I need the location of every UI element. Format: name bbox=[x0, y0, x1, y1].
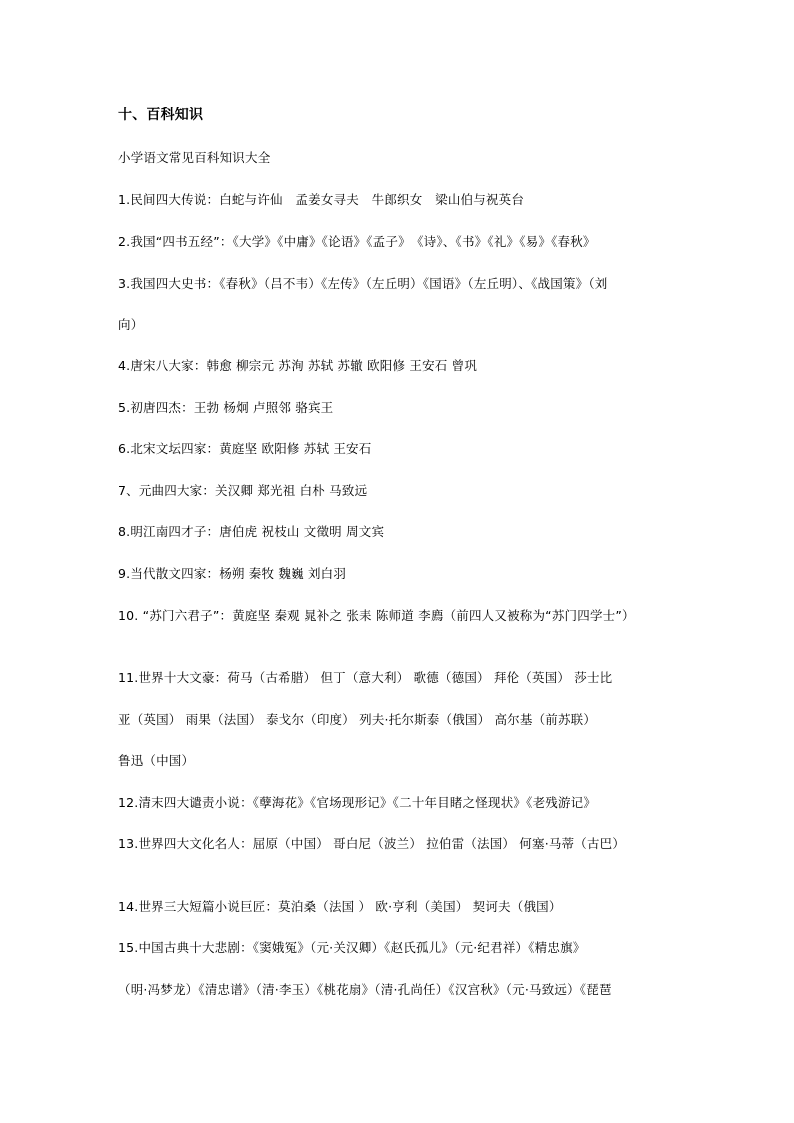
list-item-continuation: 亚（英国） 雨果（法国） 泰戈尔（印度） 列夫·托尔斯泰（俄国） 高尔基（前苏联） bbox=[118, 712, 597, 727]
list-item: 4.唐宋八大家：韩愈 柳宗元 苏洵 苏轼 苏辙 欧阳修 王安石 曾巩 bbox=[118, 358, 478, 373]
list-item: 11.世界十大文豪：荷马（古希腊） 但丁（意大利） 歌德（德国） 拜伦（英国） 莎士比 bbox=[118, 670, 613, 685]
list-item: 13.世界四大文化名人：屈原（中国） 哥白尼（波兰） 拉伯雷（法国） 何塞·马蒂（古巴） bbox=[118, 836, 626, 851]
list-item: 15.中国古典十大悲剧：《窦娥冤》（元·关汉卿）《赵氏孤儿》（元·纪君祥）《精忠旗》 bbox=[118, 940, 586, 955]
list-item: 1.民间四大传说：白蛇与许仙 孟姜女寻夫 牛郎织女 梁山伯与祝英台 bbox=[118, 192, 525, 207]
list-item-continuation: （明·冯梦龙）《清忠谱》（清·李玉）《桃花扇》（清·孔尚任）《汉宫秋》（元·马致远）《琵琶 bbox=[118, 982, 612, 997]
list-item: 3.我国四大史书：《春秋》（吕不韦）《左传》（左丘明）《国语》（左丘明）、《战国策》（刘 bbox=[118, 276, 608, 291]
list-item-continuation: 向） bbox=[118, 317, 144, 332]
subtitle: 小学语文常见百科知识大全 bbox=[118, 150, 271, 165]
list-item: 6.北宋文坛四家：黄庭坚 欧阳修 苏轼 王安石 bbox=[118, 441, 372, 456]
list-item: 5.初唐四杰：王勃 杨炯 卢照邻 骆宾王 bbox=[118, 400, 334, 415]
list-item: 9.当代散文四家：杨朔 秦牧 魏巍 刘白羽 bbox=[118, 566, 347, 581]
list-item: 8.明江南四才子：唐伯虎 祝枝山 文徵明 周文宾 bbox=[118, 524, 385, 539]
list-item-continuation: 鲁迅（中国） bbox=[118, 753, 195, 768]
list-item: 10. “苏门六君子”：黄庭坚 秦观 晁补之 张耒 陈师道 李廌（前四人又被称为“苏门四学士”） bbox=[118, 608, 635, 623]
list-item: 14.世界三大短篇小说巨匠：莫泊桑（法国 ） 欧·亨利（美国） 契诃夫（俄国） bbox=[118, 899, 562, 914]
list-item: 12.清末四大谴责小说：《孽海花》《官场现形记》《二十年目睹之怪现状》《老残游记》 bbox=[118, 795, 597, 810]
list-item: 7、元曲四大家：关汉卿 郑光祖 白朴 马致远 bbox=[118, 483, 368, 498]
section-title: 十、百科知识 bbox=[118, 107, 204, 123]
list-item: 2.我国“四书五经”：《大学》《中庸》《论语》《孟子》 《诗》、《书》《礼》《易》《春秋》 bbox=[118, 234, 596, 249]
